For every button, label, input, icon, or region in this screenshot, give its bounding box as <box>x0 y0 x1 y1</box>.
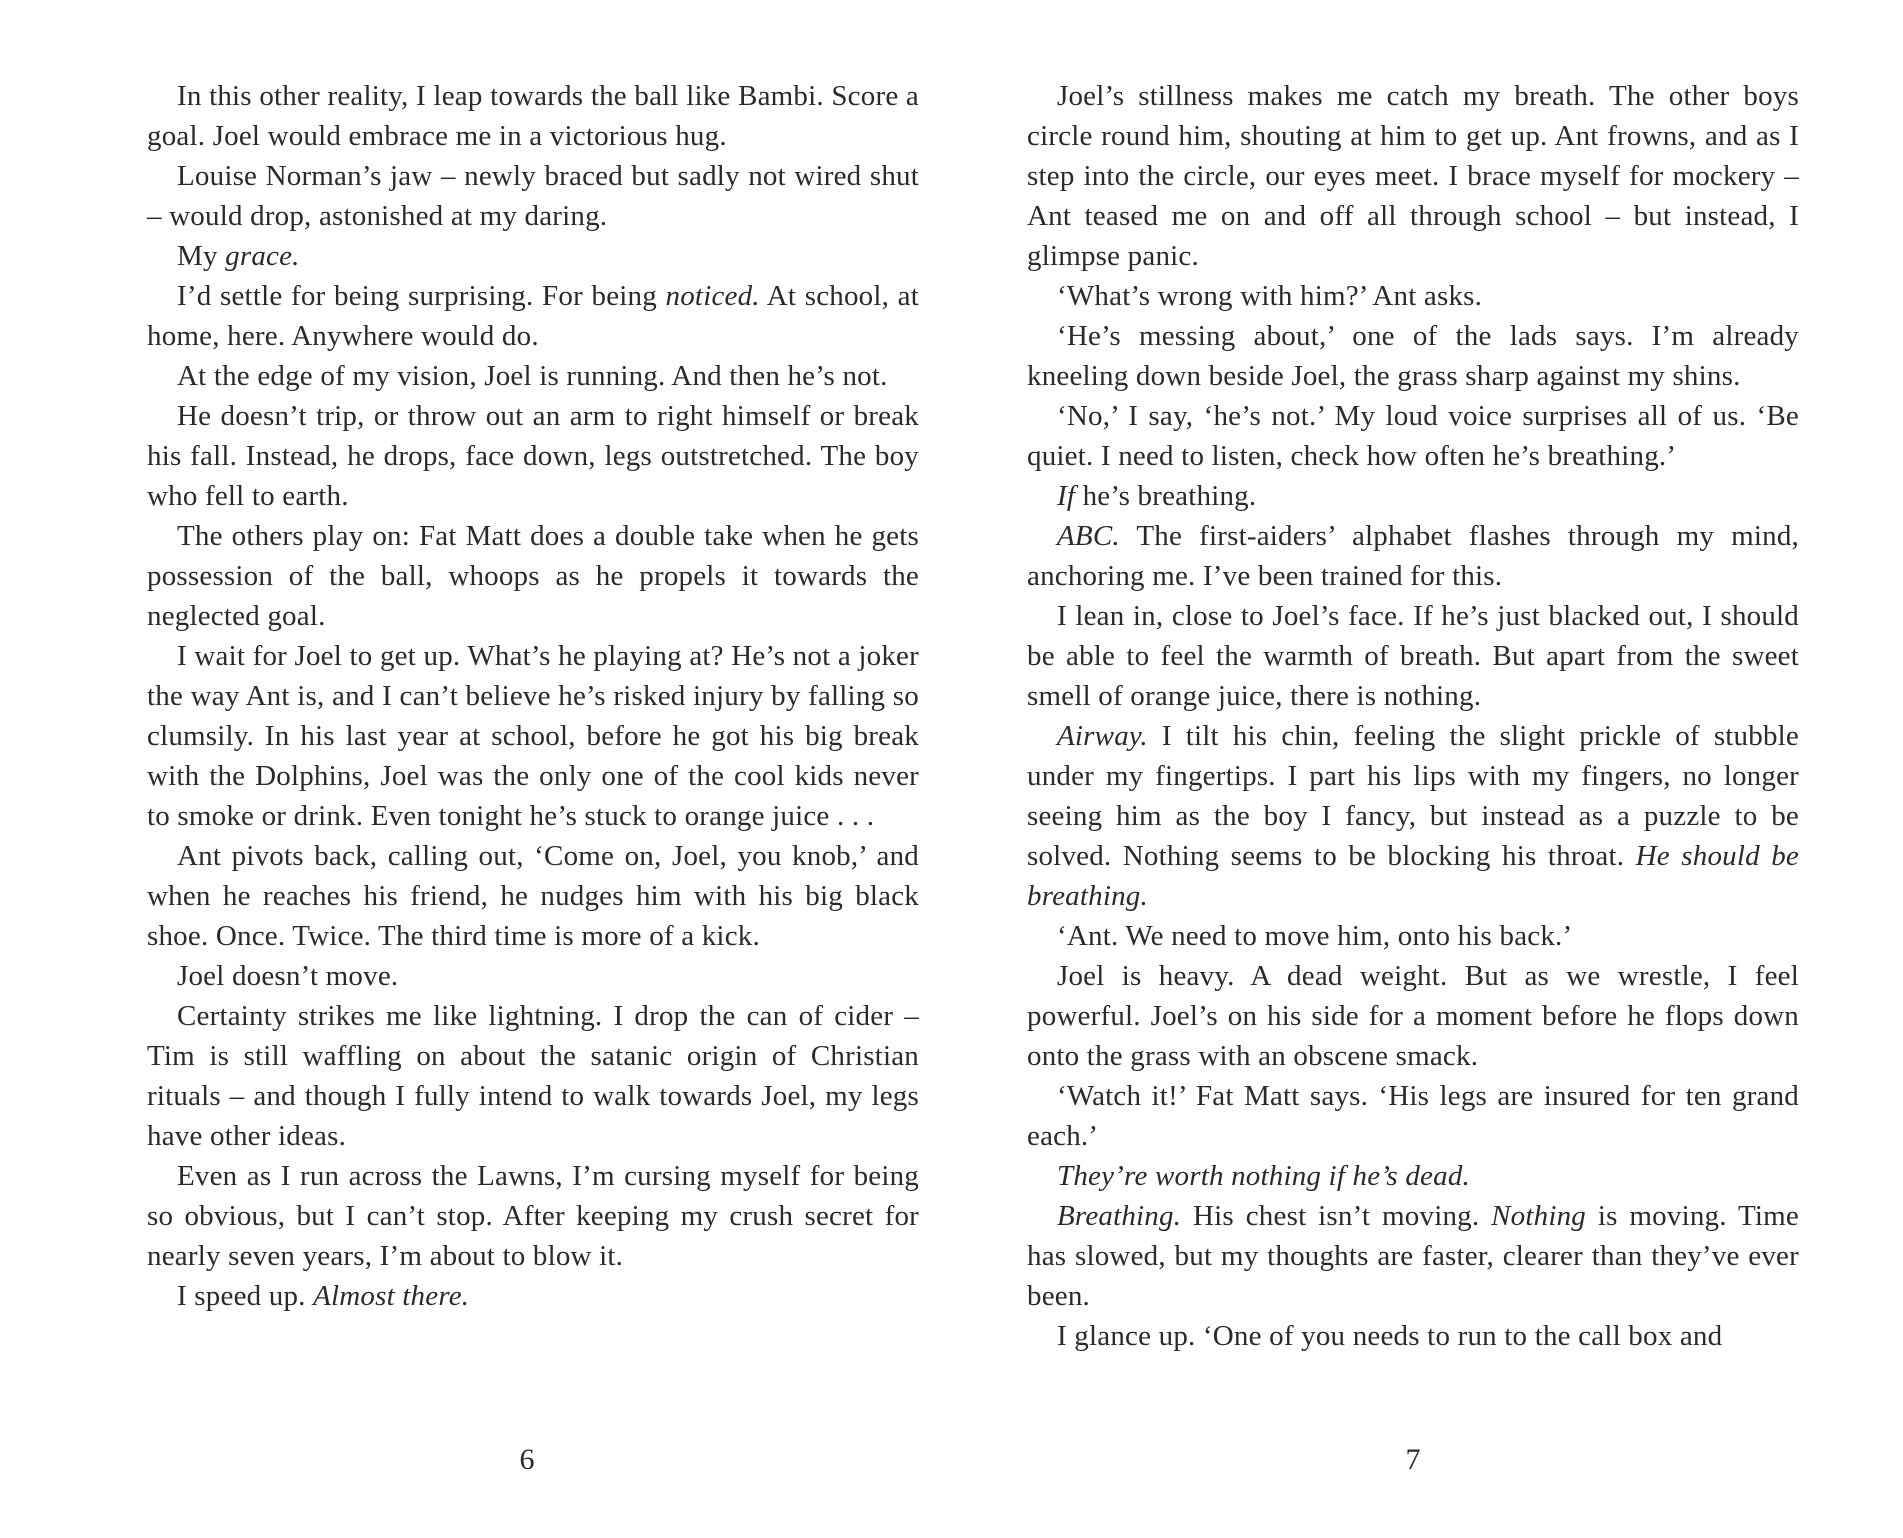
text-run: I glance up. ‘One of you needs to run to the call box and <box>1057 1320 1723 1352</box>
text-run: The others play on: Fat Matt does a double take when he gets possession of the ball, whoops as he propels it towards the neglected goal. <box>147 520 919 632</box>
paragraph <box>147 1156 919 1276</box>
paragraph <box>1027 276 1799 316</box>
text-run: In this other reality, I leap towards the ball like Bambi. Score a goal. Joel would embrace me in a victorious hug. <box>147 80 919 152</box>
paragraph <box>1027 1196 1799 1316</box>
text-run: He should be breathing. <box>1027 840 1799 912</box>
left-page-number: 6 <box>519 1443 535 1476</box>
text-run: At school, at home, here. Anywhere would do. <box>147 280 920 352</box>
paragraph <box>147 76 919 156</box>
text-run: I wait for Joel to get up. What’s he playing at? He’s not a joker the way Ant is, and I can’t believe he’s risked injury by falling so clumsily. In his last year at school, before he got his big break with the Dolphins, Joel was the only one of the cool kids never to smoke or drink. Even tonight he’s stuck to orange juice . . . <box>147 640 919 832</box>
text-run: Airway. <box>1057 720 1148 752</box>
paragraph <box>147 1276 919 1316</box>
paragraph <box>1027 516 1799 596</box>
paragraph <box>1027 916 1799 956</box>
text-run: he’s breathing. <box>1075 480 1257 512</box>
text-run: Ant pivots back, calling out, ‘Come on, Joel, you knob,’ and when he reaches his friend, he nudges him with his big black shoe. Once. Twice. The third time is more of a kick. <box>147 840 919 952</box>
paragraph <box>1027 1316 1799 1356</box>
paragraph <box>147 236 919 276</box>
text-run: Even as I run across the Lawns, I’m cursing myself for being so obvious, but I can’t stop. After keeping my crush secret for nearly seven years, I’m about to blow it. <box>147 1160 919 1272</box>
paragraph <box>1027 316 1799 396</box>
paragraph <box>147 516 919 636</box>
text-run: noticed. <box>665 280 760 312</box>
text-run: ‘Watch it!’ Fat Matt says. ‘His legs are insured for ten grand each.’ <box>1027 1080 1799 1152</box>
right-page <box>1027 76 1799 1356</box>
text-run: Almost there. <box>313 1280 470 1312</box>
text-run: The first-aiders’ alphabet flashes through my mind, anchoring me. I’ve been trained for this. <box>1027 520 1799 592</box>
text-run: If <box>1057 480 1076 512</box>
paragraph <box>147 636 919 836</box>
text-run: His chest isn’t moving. <box>1181 1200 1492 1232</box>
text-run: I speed up. <box>177 1280 314 1312</box>
text-run: Breathing. <box>1057 1200 1182 1232</box>
text-run: grace. <box>225 240 300 272</box>
paragraph <box>1027 396 1799 476</box>
text-run: Joel is heavy. A dead weight. But as we wrestle, I feel powerful. Joel’s on his side for a moment before he flops down onto the grass with an obscene smack. <box>1027 960 1799 1072</box>
paragraph <box>1027 1156 1799 1196</box>
text-run: I’d settle for being surprising. For being <box>177 280 666 312</box>
left-page <box>147 76 919 1316</box>
paragraph <box>147 276 919 356</box>
text-run: ‘No,’ I say, ‘he’s not.’ My loud voice surprises all of us. ‘Be quiet. I need to listen, check how often he’s breathing.’ <box>1027 400 1799 472</box>
text-run: ‘He’s messing about,’ one of the lads says. I’m already kneeling down beside Joel, the grass sharp against my shins. <box>1027 320 1799 392</box>
paragraph <box>1027 596 1799 716</box>
paragraph <box>1027 476 1799 516</box>
text-run: Certainty strikes me like lightning. I drop the can of cider – Tim is still waffling on about the satanic origin of Christian rituals – and though I fully intend to walk towards Joel, my legs have other ideas. <box>147 1000 919 1152</box>
paragraph <box>147 956 919 996</box>
text-run: is moving. Time has slowed, but my thoughts are faster, clearer than they’ve ever been. <box>1027 1200 1799 1312</box>
text-run: ‘What’s wrong with him?’ Ant asks. <box>1057 280 1483 312</box>
text-run: Joel doesn’t move. <box>177 960 399 992</box>
text-run: I tilt his chin, feeling the slight prickle of stubble under my fingertips. I part his lips with my fingers, no longer seeing him as the boy I fancy, but instead as a puzzle to be solved. Nothing seems to be blocking his throat. <box>1027 720 1799 872</box>
paragraph <box>1027 76 1799 276</box>
paragraph <box>1027 716 1799 916</box>
text-run: At the edge of my vision, Joel is running. And then he’s not. <box>177 360 888 392</box>
text-run: My <box>177 240 226 272</box>
text-run: Nothing <box>1491 1200 1586 1232</box>
right-page-number: 7 <box>1405 1443 1421 1476</box>
text-run: He doesn’t trip, or throw out an arm to right himself or break his fall. Instead, he drops, face down, legs outstretched. The boy who fell to earth. <box>147 400 919 512</box>
paragraph <box>1027 1076 1799 1156</box>
paragraph <box>147 396 919 516</box>
paragraph <box>147 356 919 396</box>
text-run: ‘Ant. We need to move him, onto his back.’ <box>1057 920 1573 952</box>
paragraph <box>147 836 919 956</box>
paragraph <box>147 156 919 236</box>
text-run: Joel’s stillness makes me catch my breath. The other boys circle round him, shouting at him to get up. Ant frowns, and as I step into the circle, our eyes meet. I brace myself for mockery – Ant teased me on and off all through school – but instead, I glimpse panic. <box>1027 80 1799 272</box>
paragraph <box>147 996 919 1156</box>
text-run: They’re worth nothing if he’s dead. <box>1057 1160 1470 1192</box>
text-run: I lean in, close to Joel’s face. If he’s just blacked out, I should be able to feel the warmth of breath. But apart from the sweet smell of orange juice, there is nothing. <box>1027 600 1799 712</box>
text-run: ABC. <box>1057 520 1120 552</box>
paragraph <box>1027 956 1799 1076</box>
text-run: Louise Norman’s jaw – newly braced but sadly not wired shut – would drop, astonished at my daring. <box>147 160 919 232</box>
